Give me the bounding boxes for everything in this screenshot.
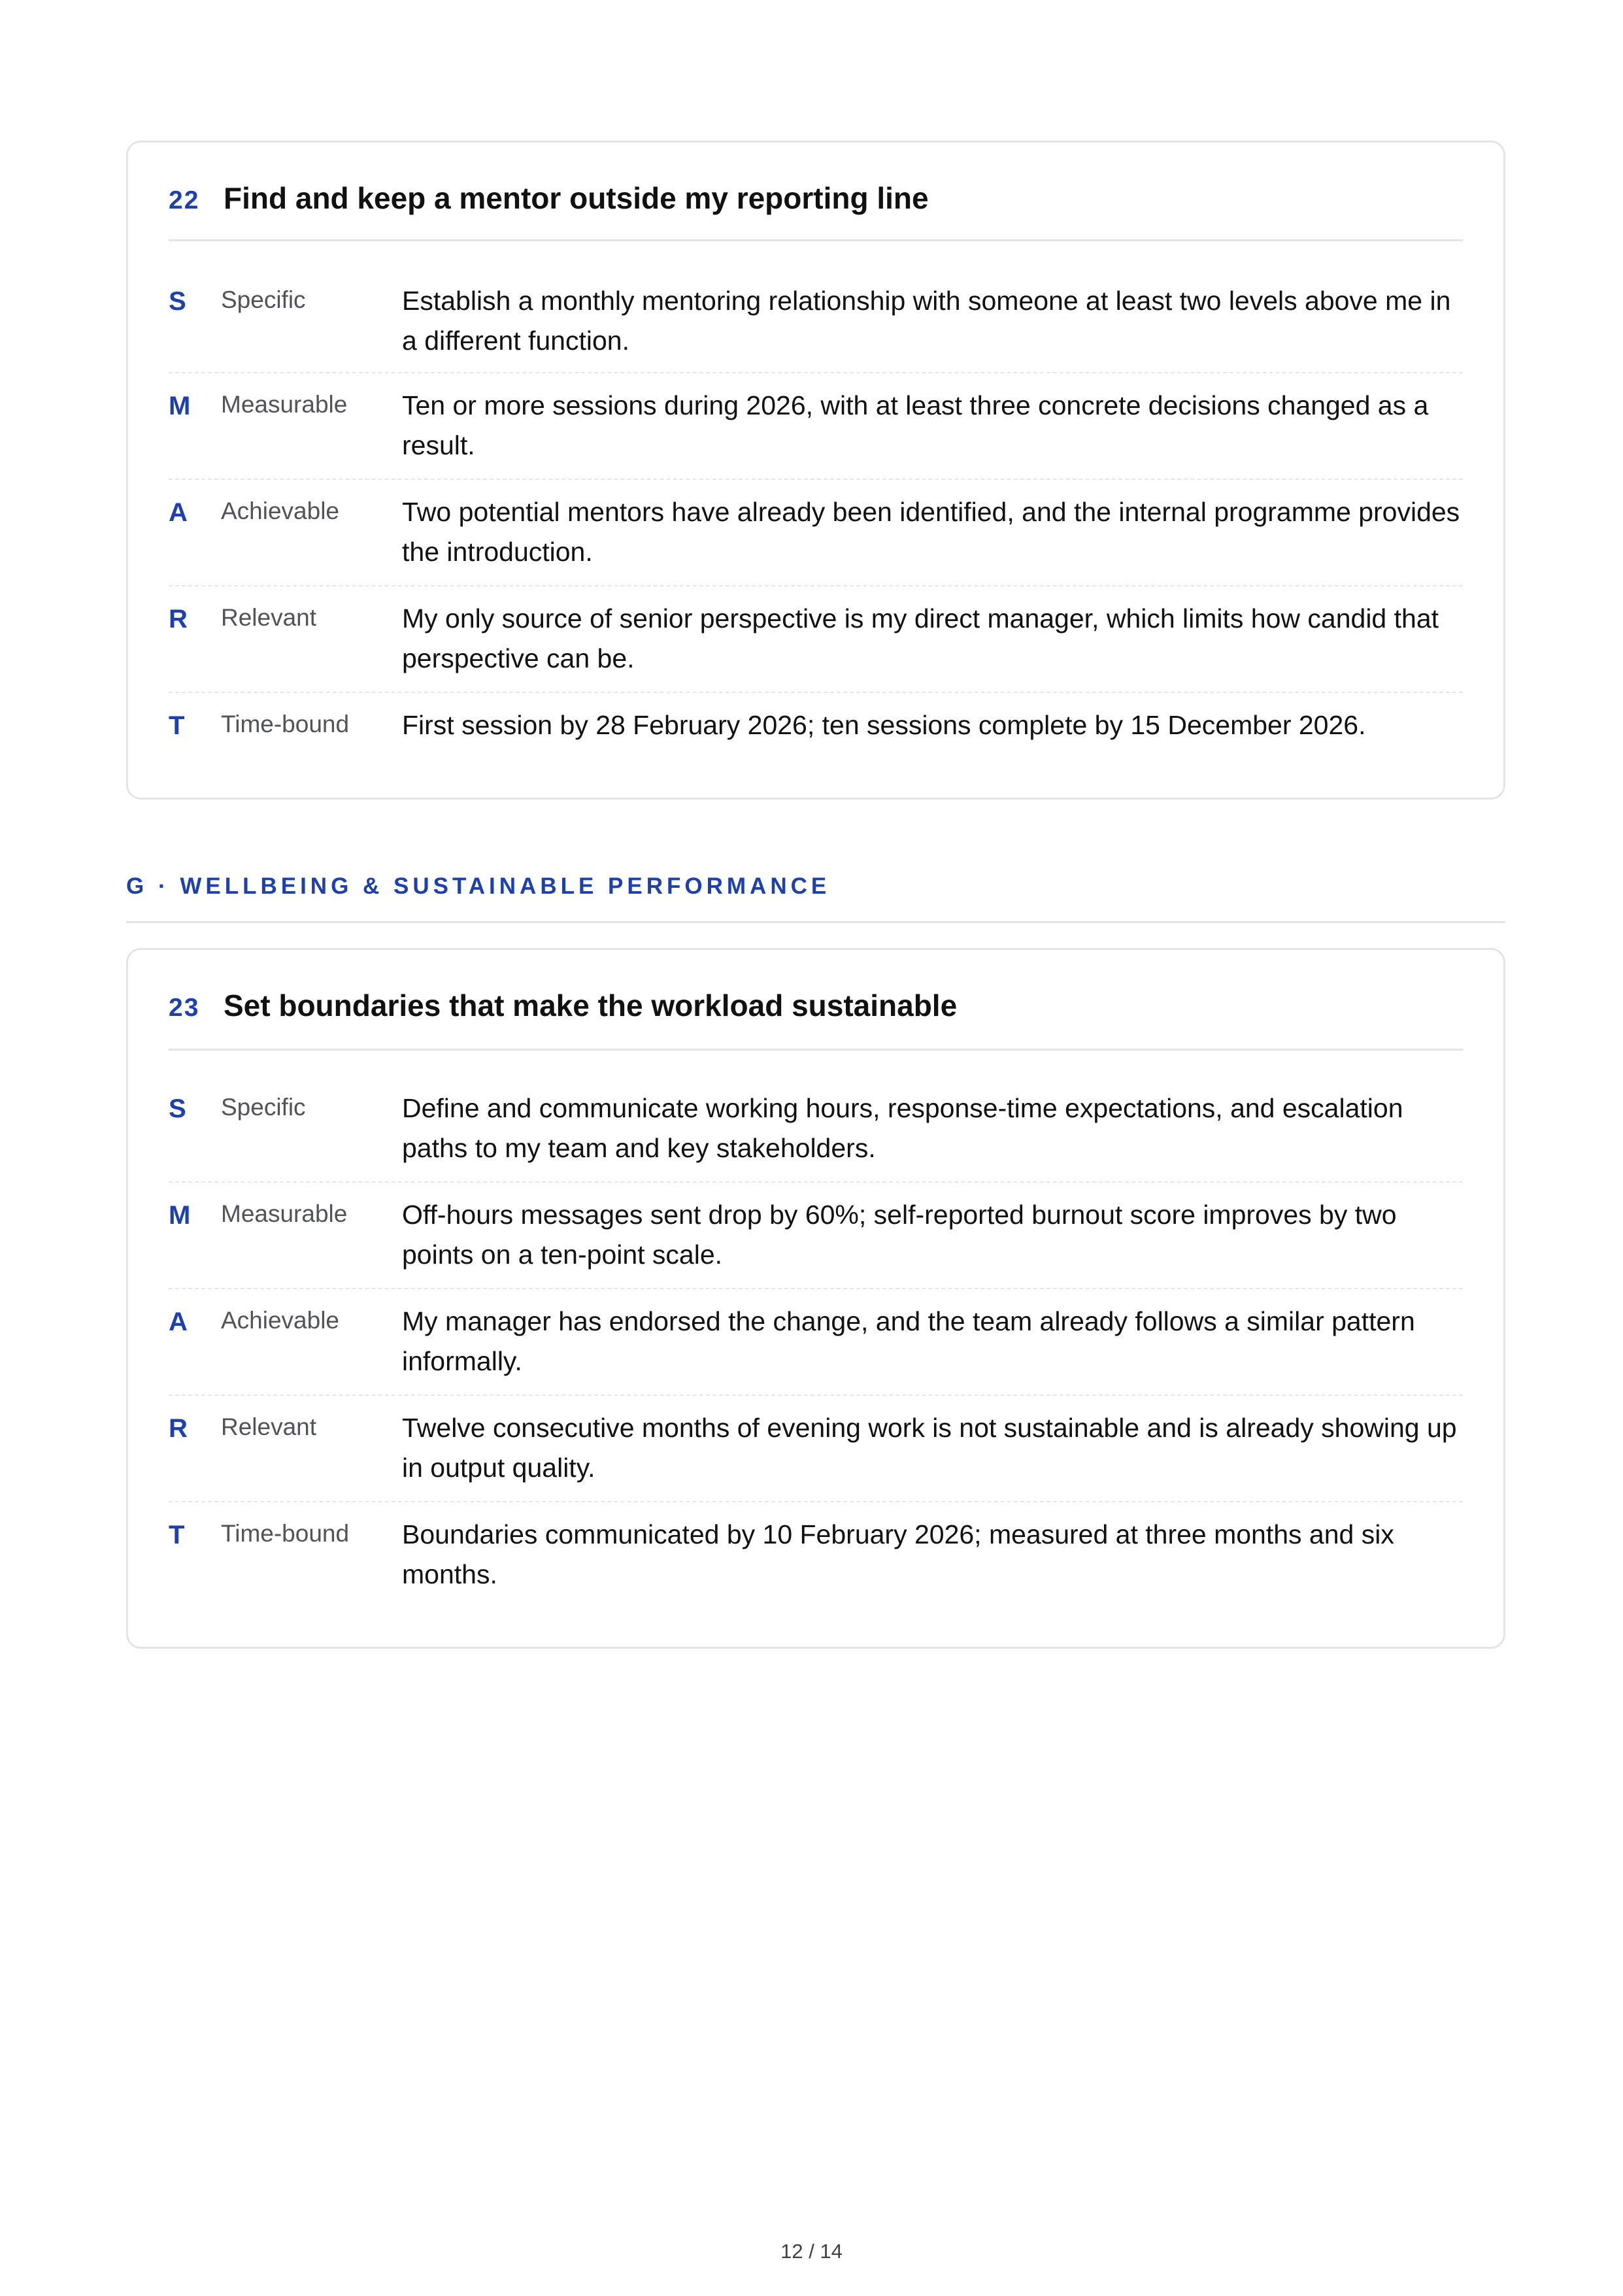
criterion-text: Establish a monthly mentoring relationship with someone at least two levels above me in a different function. (402, 286, 1451, 356)
smart-letter: M (169, 1201, 191, 1230)
criterion-text: Define and communicate working hours, response-time expectations, and escalation paths to my team and key stakeholders. (402, 1093, 1403, 1163)
criterion-label: Relevant (221, 604, 317, 631)
criterion-label: Relevant (221, 1413, 317, 1440)
section-title: G · WELLBEING & SUSTAINABLE PERFORMANCE (126, 873, 831, 899)
smart-row-relevant (169, 586, 1463, 693)
criterion-text: Ten or more sessions during 2026, with at least three concrete decisions changed as a result. (402, 390, 1429, 460)
smart-row-achievable (169, 1289, 1463, 1396)
goal-header (169, 143, 1463, 241)
smart-letter: R (169, 1414, 188, 1443)
smart-letter: M (169, 392, 191, 420)
smart-letter: S (169, 287, 186, 316)
smart-criteria-list (169, 1051, 1463, 1647)
smart-row-specific (169, 281, 1463, 373)
goal-number: 23 (169, 994, 200, 1022)
goal-title: Find and keep a mentor outside my reporting line (224, 181, 929, 215)
smart-row-specific (169, 1089, 1463, 1183)
criterion-label: Specific (221, 286, 306, 313)
page-number: 12 / 14 (780, 2240, 843, 2263)
smart-letter: R (169, 605, 188, 633)
smart-letter: T (169, 711, 185, 740)
goal-card-23 (126, 948, 1505, 1649)
criterion-text: My manager has endorsed the change, and the team already follows a similar pattern informally. (402, 1306, 1415, 1376)
smart-letter: S (169, 1094, 186, 1123)
smart-row-relevant (169, 1396, 1463, 1502)
smart-letter: T (169, 1521, 185, 1549)
smart-letter: A (169, 498, 188, 527)
smart-row-time-bound (169, 693, 1463, 798)
criterion-text: First session by 28 February 2026; ten sessions complete by 15 December 2026. (402, 710, 1366, 740)
criterion-label: Measurable (221, 1200, 348, 1227)
smart-letter: A (169, 1308, 188, 1336)
smart-row-achievable (169, 480, 1463, 586)
criterion-label: Specific (221, 1094, 306, 1121)
criterion-label: Achievable (221, 498, 340, 524)
criterion-text: Off-hours messages sent drop by 60%; self-reported burnout score improves by two points on a ten-point scale. (402, 1200, 1397, 1270)
section-heading (126, 856, 1505, 923)
goal-title: Set boundaries that make the workload sustainable (224, 988, 958, 1022)
criterion-label: Time-bound (221, 711, 350, 737)
goal-card-22 (126, 141, 1505, 800)
smart-criteria-list (169, 241, 1463, 798)
criterion-text: Twelve consecutive months of evening work is not sustainable and is already showing up in output quality. (402, 1413, 1457, 1483)
smart-row-measurable (169, 373, 1463, 480)
criterion-text: My only source of senior perspective is my direct manager, which limits how candid that perspective can be. (402, 603, 1439, 673)
smart-row-time-bound (169, 1502, 1463, 1647)
criterion-text: Two potential mentors have already been identified, and the internal programme provides the introduction. (402, 497, 1460, 567)
criterion-label: Measurable (221, 391, 348, 418)
goal-number: 22 (169, 186, 200, 214)
criterion-label: Achievable (221, 1307, 340, 1334)
criterion-label: Time-bound (221, 1520, 350, 1547)
smart-row-measurable (169, 1183, 1463, 1289)
criterion-text: Boundaries communicated by 10 February 2026; measured at three months and six months. (402, 1519, 1394, 1589)
goal-header (169, 950, 1463, 1051)
